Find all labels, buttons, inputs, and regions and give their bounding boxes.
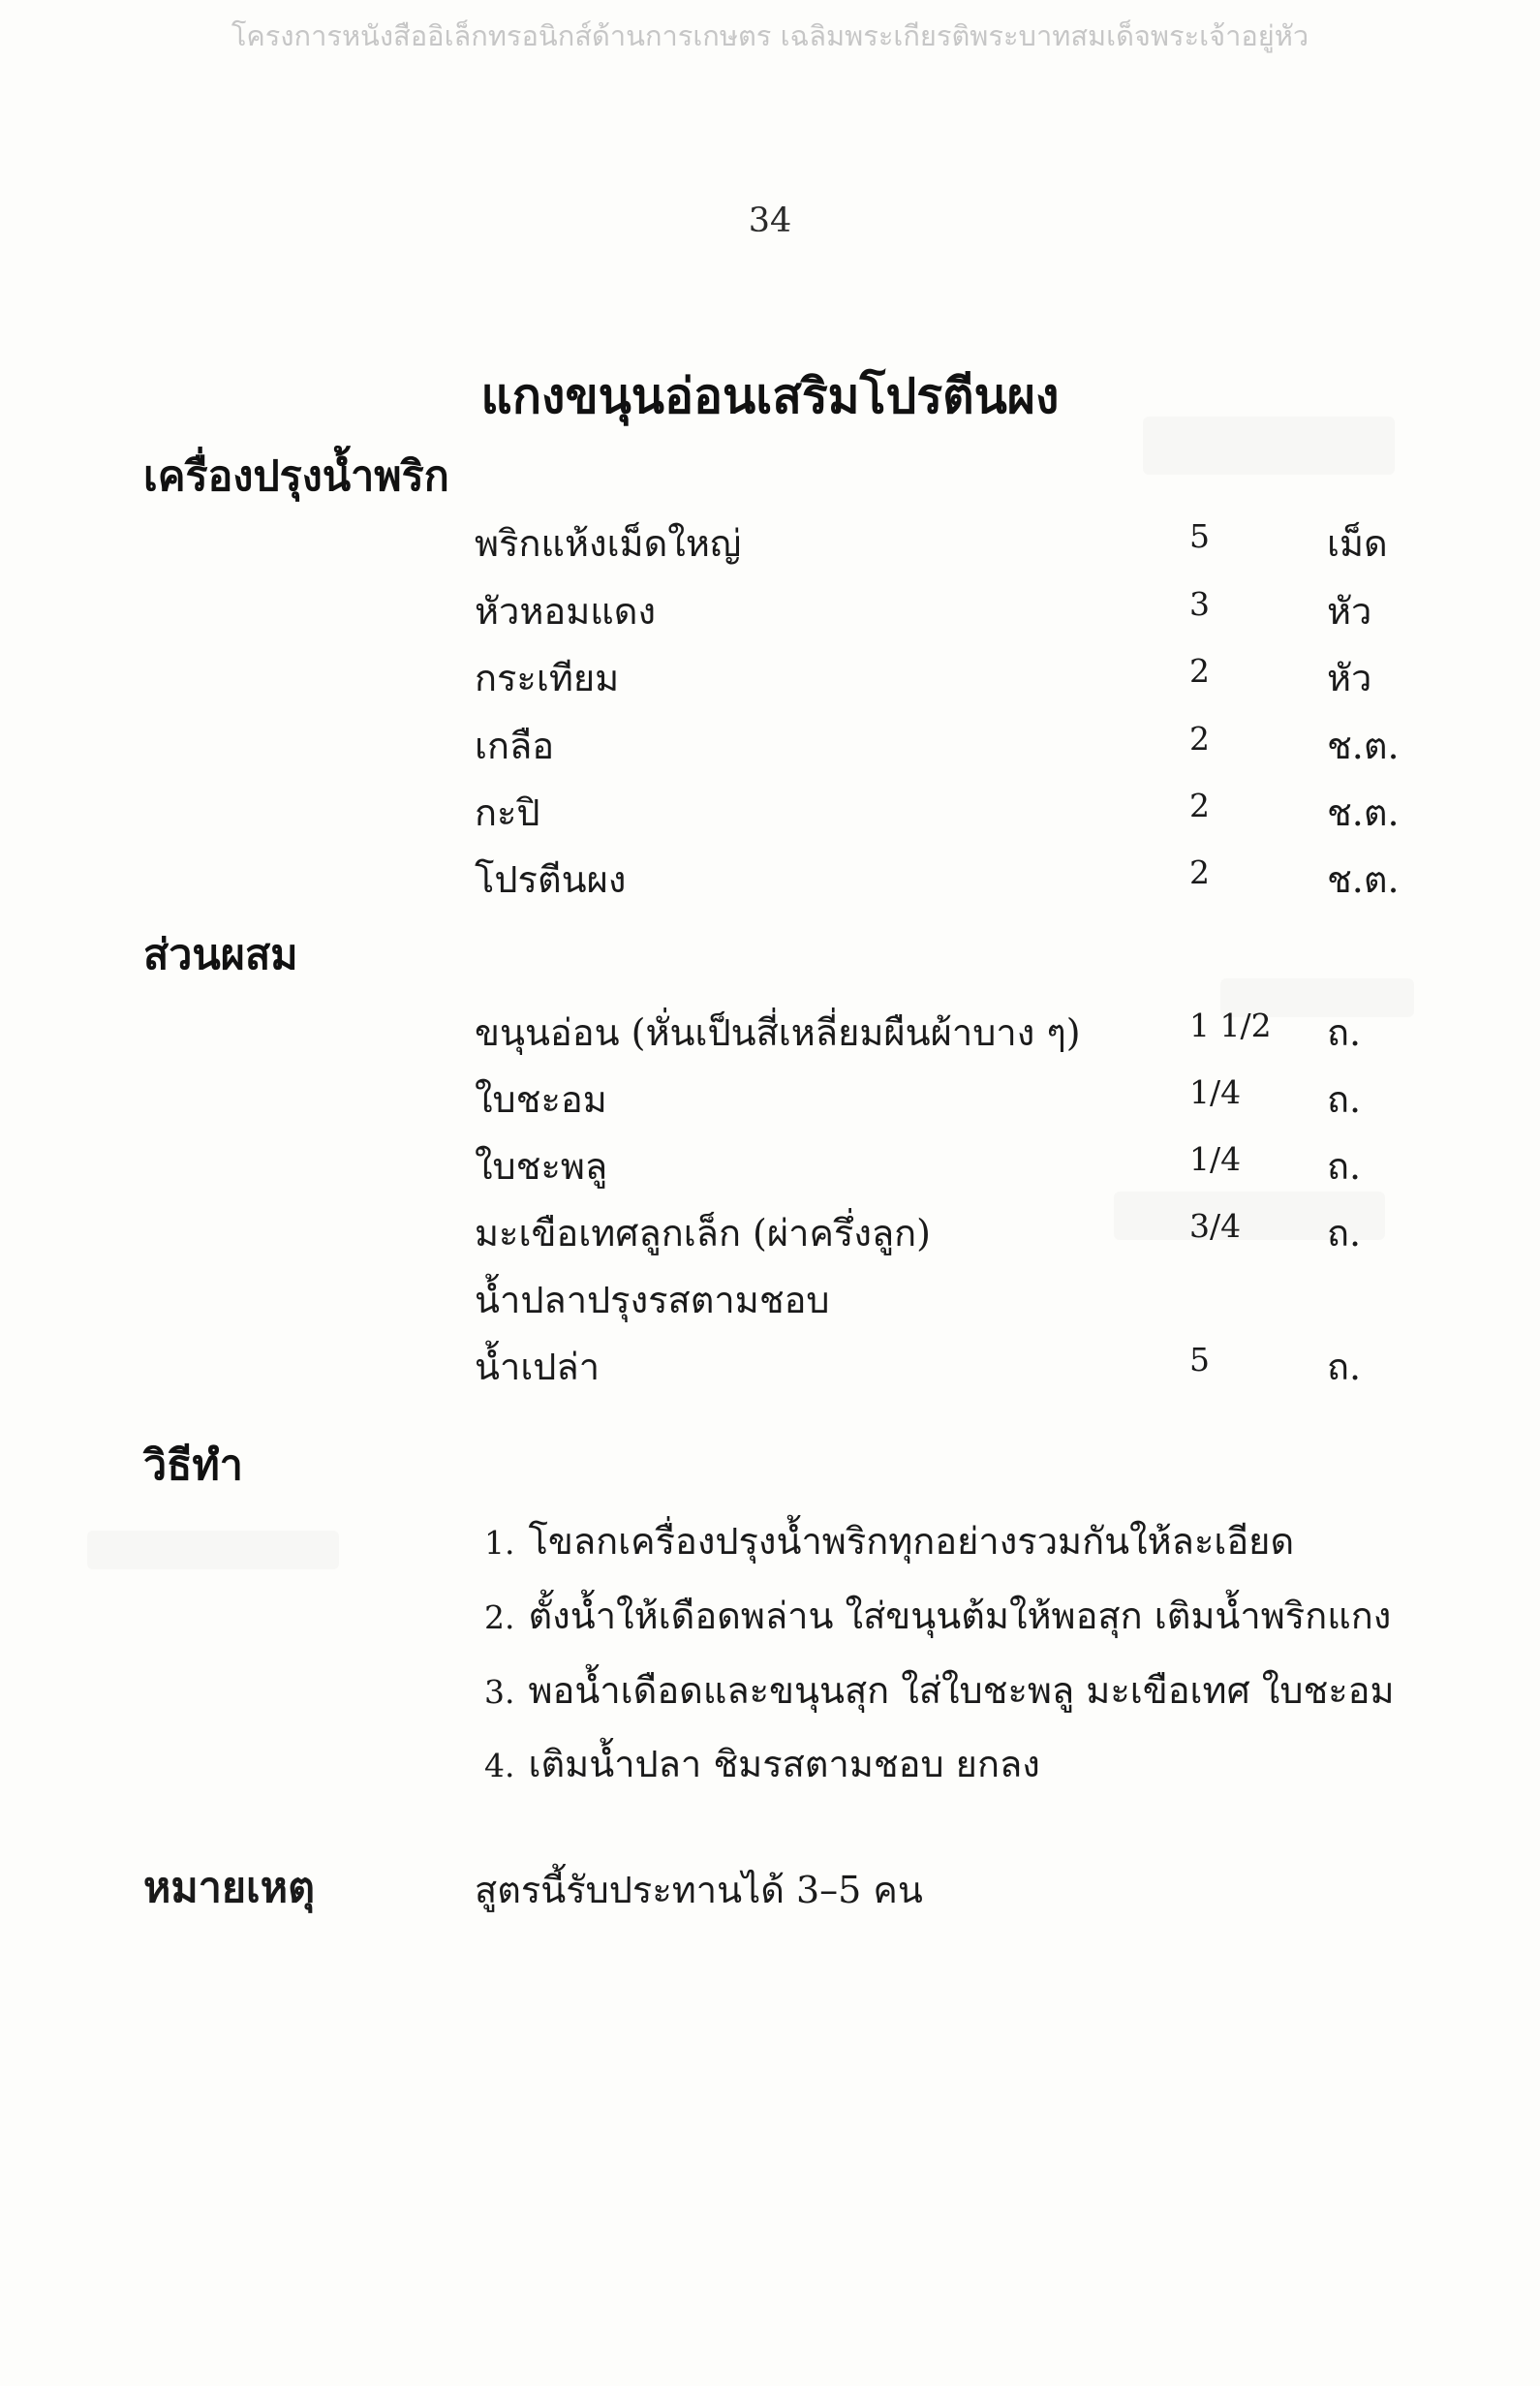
ingredient-quantity: 3/4 [1189,1207,1242,1245]
bleed-through-texture [87,1531,339,1569]
note-text: สูตรนี้รับประทานได้ 3–5 คน [475,1869,923,1911]
ingredient-row [0,716,1540,774]
ingredient-quantity: 1/4 [1189,1073,1242,1111]
chili-paste-heading: เครื่องปรุงน้ำพริก [143,452,449,501]
ingredient-unit: หัว [1327,590,1372,633]
step-number: 2. [484,1598,515,1636]
ingredient-quantity: 3 [1189,585,1210,623]
ingredients-heading: ส่วนผสม [143,931,298,979]
ingredient-name: กะปิ [475,791,540,834]
ingredient-name: ขนุนอ่อน (หั่นเป็นสี่เหลี่ยมผืนผ้าบาง ๆ) [475,1011,1081,1054]
step-text: พอน้ำเดือดและขนุนสุก ใส่ใบชะพลู มะเขือเทศ ใบชะอม [528,1669,1395,1712]
ingredient-row [0,1069,1540,1128]
page-header: โครงการหนังสืออิเล็กทรอนิกส์ด้านการเกษตร เฉลิมพระเกียรติพระบาทสมเด็จพระเจ้าอยู่หัว [231,19,1309,52]
note-label: หมายเหตุ [143,1864,315,1912]
ingredient-quantity: 2 [1189,652,1210,690]
ingredient-row [0,850,1540,908]
method-step [484,1586,1391,1645]
ingredient-row [0,1337,1540,1395]
ingredient-quantity: 2 [1189,787,1210,824]
ingredient-name: ใบชะอม [475,1078,607,1121]
ingredient-row [0,783,1540,841]
ingredient-name: กระเทียม [475,657,620,699]
ingredient-name: น้ำปลาปรุงรสตามชอบ [475,1279,830,1321]
ingredient-name: น้ำเปล่า [475,1346,601,1388]
step-number: 1. [484,1524,515,1562]
method-step [484,1660,1395,1720]
method-heading: วิธีทำ [143,1441,243,1490]
step-number: 3. [484,1673,515,1711]
step-text: ตั้งน้ำให้เดือดพล่าน ใส่ขนุนต้มให้พอสุก เติมน้ำพริกแกง [528,1595,1392,1637]
ingredient-unit: ถ. [1327,1212,1362,1255]
ingredient-name: ใบชะพลู [475,1145,608,1188]
recipe-title: แกงขนุนอ่อนเสริมโปรตีนผง [480,367,1060,424]
ingredient-unit: ถ. [1327,1011,1362,1054]
ingredient-quantity: 5 [1189,517,1210,555]
ingredient-unit: ช.ต. [1327,725,1400,767]
method-step [484,1734,1040,1793]
ingredient-name: โปรตีนผง [475,858,627,901]
ingredient-row [0,513,1540,572]
step-number: 4. [484,1747,515,1784]
ingredient-unit: ถ. [1327,1346,1362,1388]
ingredient-name: พริกแห้งเม็ดใหญ่ [475,522,742,565]
ingredient-unit: เม็ด [1327,522,1388,565]
ingredient-quantity: 2 [1189,853,1210,891]
ingredient-row [0,1270,1540,1328]
ingredient-unit: ช.ต. [1327,858,1400,901]
step-text: เติมน้ำปลา ชิมรสตามชอบ ยกลง [528,1743,1040,1785]
ingredient-row [0,581,1540,639]
ingredient-row [0,1203,1540,1261]
ingredient-quantity: 1/4 [1189,1140,1242,1178]
ingredient-name: เกลือ [475,725,555,767]
ingredient-quantity: 5 [1189,1341,1210,1379]
ingredient-unit: ถ. [1327,1145,1362,1188]
ingredient-row [0,1136,1540,1194]
ingredient-row [0,648,1540,706]
ingredient-unit: ถ. [1327,1078,1362,1121]
ingredient-unit: หัว [1327,657,1372,699]
page-number: 34 [748,201,792,240]
ingredient-row [0,1003,1540,1061]
ingredient-unit: ช.ต. [1327,791,1400,834]
method-step [484,1511,1294,1570]
ingredient-quantity: 2 [1189,720,1210,758]
ingredient-quantity: 1 1/2 [1189,1007,1272,1044]
step-text: โขลกเครื่องปรุงน้ำพริกทุกอย่างรวมกันให้ละเอียด [528,1520,1295,1563]
ingredient-name: มะเขือเทศลูกเล็ก (ผ่าครึ่งลูก) [475,1212,931,1255]
ingredient-name: หัวหอมแดง [475,590,657,633]
